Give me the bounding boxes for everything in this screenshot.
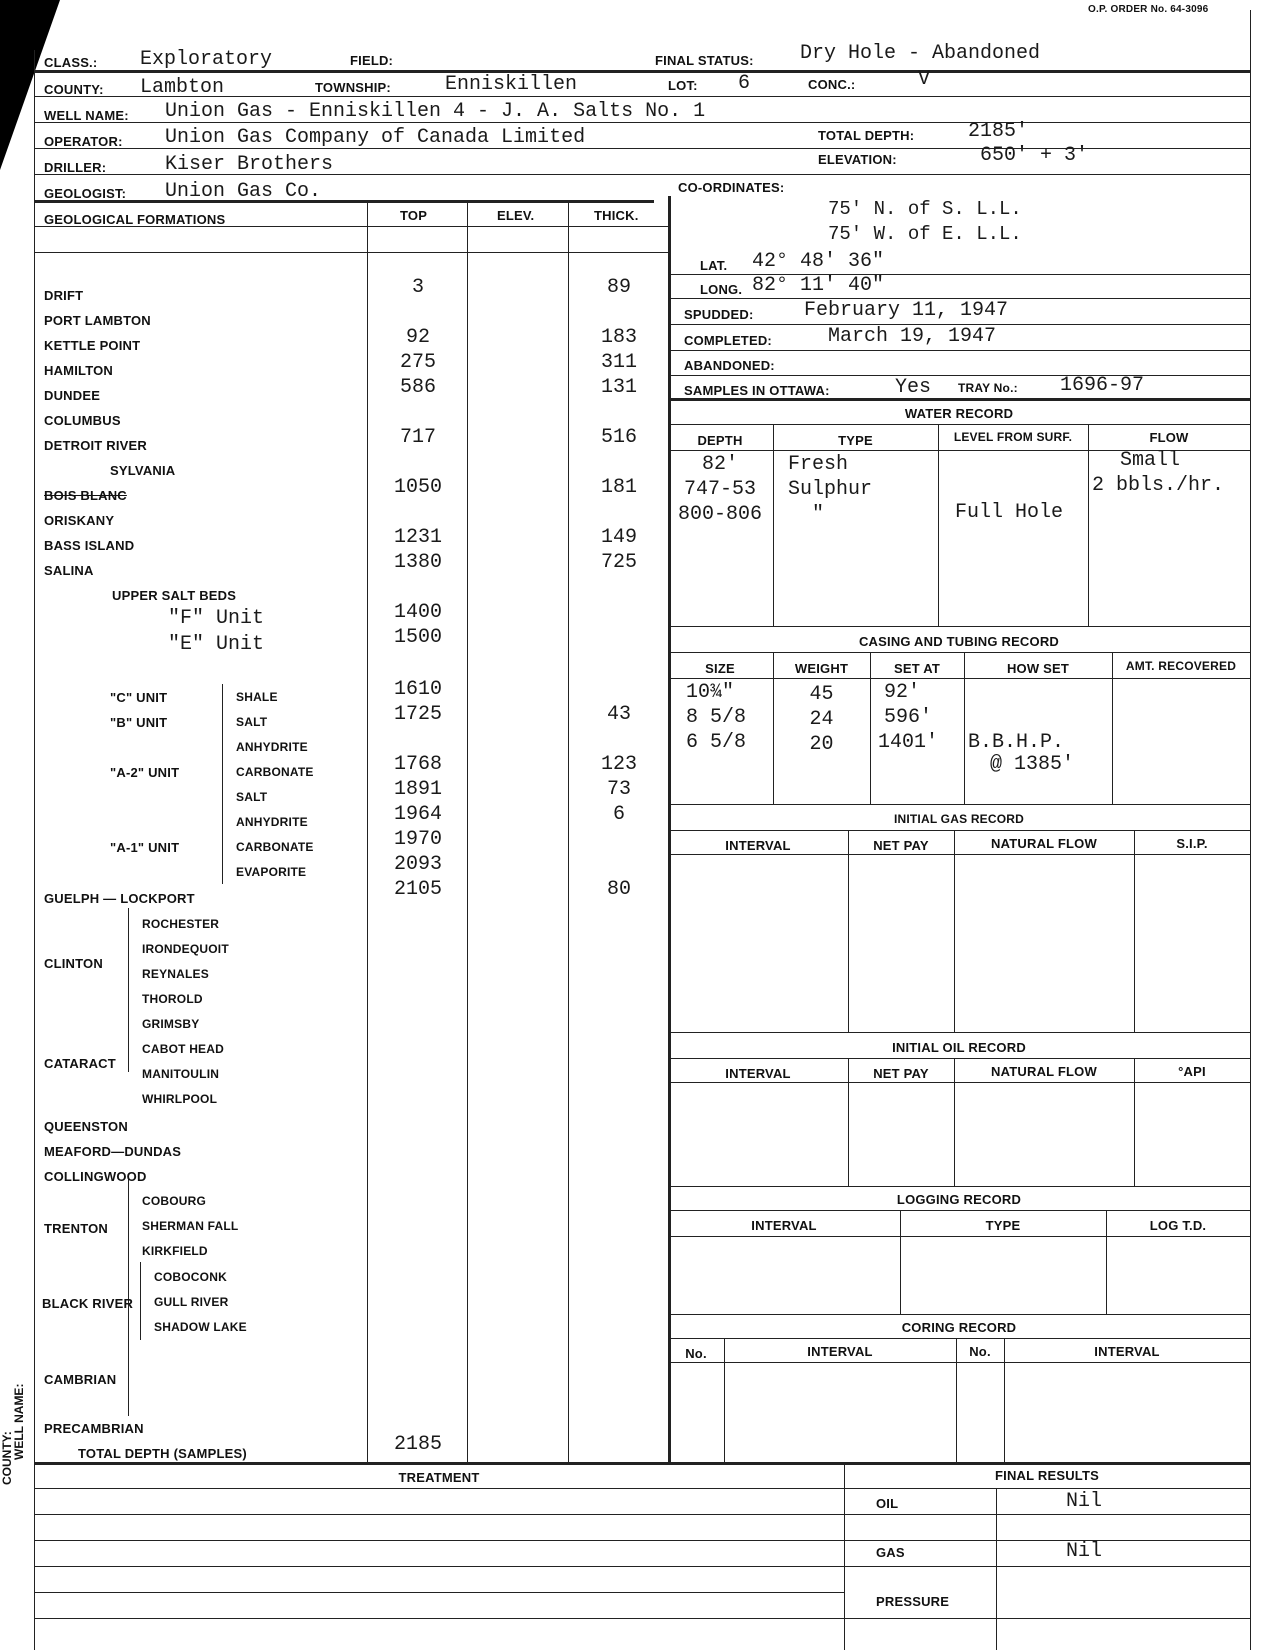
water-row2-type: Sulphur: [788, 478, 873, 501]
thorold-label: THOROLD: [142, 992, 203, 1006]
water-row1-type: Fresh: [788, 453, 849, 476]
spudded-label: SPUDDED:: [684, 307, 754, 322]
casing-size-header: SIZE: [705, 661, 735, 676]
col-divider: [1106, 1210, 1107, 1314]
reynales-label: REYNALES: [142, 967, 209, 981]
a2-salt: SALT: [236, 790, 268, 804]
detroit-river-top: 717: [399, 426, 436, 449]
a1-carbonate-top: 1970: [393, 828, 442, 851]
coring-no-header-1: No.: [685, 1346, 707, 1361]
rule: [668, 830, 1250, 831]
f-unit-label: "F" Unit: [168, 607, 265, 630]
col-divider: [724, 1338, 725, 1462]
columbus-label: COLUMBUS: [44, 413, 121, 428]
class-label: CLASS.:: [44, 55, 98, 70]
grimsby-label: GRIMSBY: [142, 1017, 200, 1031]
col-divider: [848, 1058, 849, 1186]
logging-interval-header: INTERVAL: [751, 1218, 817, 1233]
logging-record-title: LOGGING RECORD: [896, 1192, 1022, 1207]
final-gas-value: Nil: [1066, 1540, 1103, 1563]
driller-label: DRILLER:: [44, 160, 107, 175]
gull-river-label: GULL RIVER: [154, 1295, 229, 1309]
col-divider: [1134, 1058, 1135, 1186]
formations-header: GEOLOGICAL FORMATIONS: [44, 212, 226, 227]
drift-thick: 89: [606, 276, 631, 299]
col-divider: [222, 684, 223, 884]
lot-value: 6: [738, 72, 751, 95]
final-status-label: FINAL STATUS:: [655, 53, 754, 68]
water-row2-flow: 2 bbls./hr.: [1092, 474, 1225, 497]
a2-anhydrite-thick: 6: [612, 803, 625, 826]
long-value: 82° 11' 40": [752, 274, 885, 297]
oil-netpay-header: NET PAY: [873, 1066, 929, 1081]
b-unit-label: "B" UNIT: [110, 715, 168, 730]
rule: [668, 626, 1250, 627]
casing-row1-set: 92': [884, 681, 921, 704]
col-divider: [956, 1338, 957, 1462]
casing-row2-set: 596': [884, 706, 933, 729]
col-divider: [1134, 830, 1135, 1032]
oil-api-header: °API: [1178, 1064, 1206, 1079]
logging-td-header: LOG T.D.: [1149, 1218, 1207, 1233]
water-flow-header: FLOW: [1149, 430, 1189, 445]
long-label: LONG.: [700, 282, 743, 297]
completed-label: COMPLETED:: [684, 333, 772, 348]
coordinates-label: CO-ORDINATES:: [678, 180, 785, 195]
upper-salt-beds-label: UPPER SALT BEDS: [112, 588, 237, 603]
salina-thick: 725: [600, 551, 637, 574]
col-divider: [954, 830, 955, 1032]
rule: [668, 1186, 1250, 1187]
casing-row1-size: 10¾": [686, 681, 735, 704]
drift-label: DRIFT: [44, 288, 84, 303]
bass-island-thick: 149: [600, 526, 637, 549]
oriskany-label: ORISKANY: [44, 513, 115, 528]
samples-label: SAMPLES IN OTTAWA:: [684, 383, 830, 398]
b-unit-top: 1725: [393, 703, 442, 726]
casing-row3-weight: 20: [809, 733, 834, 756]
a2-anhydrite-top: 1964: [393, 803, 442, 826]
county-value: Lambton: [140, 76, 225, 99]
e-unit-label: "E" Unit: [168, 633, 265, 656]
total-depth-value: 2185': [968, 120, 1029, 143]
dundee-thick: 131: [600, 376, 637, 399]
well-name-value: Union Gas - Enniskillen 4 - J. A. Salts No. 1: [165, 100, 706, 123]
dundee-label: DUNDEE: [44, 388, 101, 403]
kettle-point-label: KETTLE POINT: [44, 338, 141, 353]
elevation-value: 650' + 3': [980, 144, 1089, 167]
bois-blanc-thick: 181: [600, 476, 637, 499]
rule: [668, 1058, 1250, 1059]
casing-row2-weight: 24: [809, 708, 834, 731]
final-pressure-label: PRESSURE: [876, 1594, 950, 1609]
lot-label: LOT:: [668, 78, 698, 93]
water-depth-header: DEPTH: [697, 433, 743, 448]
gas-record-title: INITIAL GAS RECORD: [893, 812, 1025, 826]
final-oil-value: Nil: [1066, 1490, 1103, 1513]
b-unit-thick: 43: [606, 703, 631, 726]
casing-row1-weight: 45: [809, 683, 834, 706]
cobourg-label: COBOURG: [142, 1194, 207, 1208]
rule: [668, 1236, 1250, 1237]
sherman-fall-label: SHERMAN FALL: [142, 1219, 239, 1233]
casing-set-at-header: SET AT: [894, 661, 940, 676]
a2-unit-label: "A-2" UNIT: [110, 765, 180, 780]
water-row3-level: Full Hole: [955, 501, 1064, 524]
treatment-title: TREATMENT: [398, 1470, 480, 1485]
water-record-title: WATER RECORD: [904, 406, 1014, 421]
water-row3-type: ": [812, 503, 825, 526]
water-row1-depth: 82': [701, 453, 738, 476]
completed-value: March 19, 1947: [828, 325, 997, 348]
hamilton-label: HAMILTON: [44, 363, 113, 378]
col-divider: [844, 1462, 845, 1650]
field-label: FIELD:: [350, 53, 394, 68]
frame-left: [34, 50, 35, 1650]
a2-carbonate-top: 1768: [393, 753, 442, 776]
total-depth-samples-label: TOTAL DEPTH (SAMPLES): [78, 1446, 247, 1461]
water-row2-depth: 747-53: [683, 478, 756, 501]
col-divider: [773, 424, 774, 626]
a1-evaporite-top: 2093: [393, 853, 442, 876]
final-results-title: FINAL RESULTS: [995, 1468, 1099, 1483]
rule: [34, 1540, 844, 1541]
a2-salt-top: 1891: [393, 778, 442, 801]
col-divider: [848, 830, 849, 1032]
rule: [34, 200, 654, 203]
precambrian-label: PRECAMBRIAN: [44, 1421, 144, 1436]
hamilton-thick: 311: [600, 351, 637, 374]
port-lambton-label: PORT LAMBTON: [44, 313, 151, 328]
col-divider: [996, 1488, 997, 1650]
gas-sip-header: S.I.P.: [1176, 836, 1208, 851]
rule: [844, 1514, 1250, 1515]
conc-value: V: [918, 68, 931, 91]
casing-weight-header: WEIGHT: [794, 661, 849, 676]
rule: [668, 1338, 1250, 1339]
rule: [844, 1540, 1250, 1541]
spudded-value: February 11, 1947: [804, 299, 1009, 322]
coordinate-line-1: 75' N. of S. L.L.: [828, 198, 1022, 220]
rule: [668, 678, 1250, 679]
oil-flow-header: NATURAL FLOW: [991, 1064, 1097, 1079]
queenston-label: QUEENSTON: [44, 1119, 128, 1134]
total-depth-label: TOTAL DEPTH:: [818, 128, 915, 143]
c-unit-top: 1610: [393, 678, 442, 701]
casing-row3-size: 6 5/8: [686, 731, 747, 754]
a2-salt-thick: 73: [606, 778, 631, 801]
rule: [668, 804, 1250, 805]
salina-top: 1380: [393, 551, 442, 574]
kettle-point-thick: 183: [600, 326, 637, 349]
gas-netpay-header: NET PAY: [873, 838, 929, 853]
elev-header: ELEV.: [497, 208, 535, 223]
water-type-header: TYPE: [838, 433, 873, 448]
well-name-label: WELL NAME:: [44, 108, 129, 123]
coring-interval-header-2: INTERVAL: [1094, 1344, 1160, 1359]
cambrian-label: CAMBRIAN: [44, 1372, 117, 1387]
rule: [34, 252, 668, 253]
geologist-label: GEOLOGIST:: [44, 186, 127, 201]
kettle-point-top: 92: [405, 326, 430, 349]
rule: [668, 854, 1250, 855]
class-value: Exploratory: [140, 48, 273, 71]
water-row3-depth: 800-806: [677, 503, 762, 526]
b-unit-anhydrite: ANHYDRITE: [236, 740, 308, 754]
frame-right: [1250, 10, 1251, 1650]
bois-blanc-top: 1050: [393, 476, 442, 499]
coring-record-title: CORING RECORD: [901, 1320, 1017, 1335]
coboconk-label: COBOCONK: [154, 1270, 227, 1284]
rule: [34, 1618, 1250, 1619]
rule: [668, 375, 1250, 376]
c-unit-label: "C" UNIT: [110, 690, 168, 705]
c-unit-shale: SHALE: [236, 690, 278, 704]
coring-no-header-2: No.: [969, 1344, 991, 1359]
a2-carbonate: CARBONATE: [236, 765, 314, 779]
cabot-head-label: CABOT HEAD: [142, 1042, 224, 1056]
rule: [668, 274, 1250, 275]
rule: [34, 1462, 1250, 1465]
salina-label: SALINA: [44, 563, 94, 578]
rule: [34, 1592, 844, 1593]
margin-county-label: COUNTY:: [0, 1431, 14, 1485]
oil-interval-header: INTERVAL: [725, 1066, 791, 1081]
final-status-value: Dry Hole - Abandoned: [800, 42, 1041, 65]
rule: [34, 226, 668, 227]
rule: [668, 1032, 1250, 1033]
detroit-river-thick: 516: [600, 426, 637, 449]
final-gas-label: GAS: [876, 1545, 905, 1560]
margin-well-name-label: WELL NAME:: [12, 1383, 26, 1460]
col-divider: [870, 652, 871, 804]
kirkfield-label: KIRKFIELD: [142, 1244, 208, 1258]
water-level-header: LEVEL FROM SURF.: [953, 430, 1073, 444]
a1-carbonate: CARBONATE: [236, 840, 314, 854]
bass-island-label: BASS ISLAND: [44, 538, 135, 553]
casing-row3-set: 1401': [878, 731, 939, 754]
coordinate-line-2: 75' W. of E. L.L.: [828, 223, 1022, 245]
logging-type-header: TYPE: [985, 1218, 1021, 1233]
operator-label: OPERATOR:: [44, 134, 123, 149]
rule: [668, 1362, 1250, 1363]
order-number: O.P. ORDER No. 64-3096: [1088, 4, 1209, 15]
lat-label: LAT.: [700, 258, 728, 273]
operator-value: Union Gas Company of Canada Limited: [165, 126, 586, 149]
casing-row4-how-set: @ 1385': [990, 753, 1075, 776]
tray-label: TRAY No.:: [958, 381, 1018, 395]
trenton-label: TRENTON: [44, 1221, 108, 1236]
rule: [34, 1514, 844, 1515]
col-divider: [1088, 424, 1089, 626]
samples-value: Yes: [895, 376, 932, 399]
f-unit-top: 1400: [393, 601, 442, 624]
a1-evaporite: EVAPORITE: [236, 865, 307, 879]
casing-row2-size: 8 5/8: [686, 706, 747, 729]
sylvania-label: SYLVANIA: [110, 463, 176, 478]
elevation-label: ELEVATION:: [818, 152, 897, 167]
gas-interval-header: INTERVAL: [725, 838, 791, 853]
geologist-value: Union Gas Co.: [165, 180, 322, 203]
cataract-label: CATARACT: [44, 1056, 116, 1071]
col-divider: [1112, 652, 1113, 804]
casing-row3-how-set: B.B.H.P.: [968, 731, 1065, 754]
guelph-top: 2105: [393, 878, 442, 901]
col-divider: [128, 908, 129, 1072]
thick-header: THICK.: [594, 208, 639, 223]
rule: [668, 652, 1250, 653]
township-value: Enniskillen: [445, 73, 578, 96]
bass-island-top: 1231: [393, 526, 442, 549]
abandoned-label: ABANDONED:: [684, 358, 775, 373]
meaford-label: MEAFORD—DUNDAS: [44, 1144, 182, 1159]
top-header: TOP: [400, 208, 428, 223]
bois-blanc-label: BOIS BLANC: [44, 488, 127, 503]
rule: [34, 1488, 1250, 1489]
collingwood-label: COLLINGWOOD: [44, 1169, 147, 1184]
col-divider: [954, 1058, 955, 1186]
guelph-label: GUELPH — LOCKPORT: [44, 891, 195, 906]
casing-record-title: CASING AND TUBING RECORD: [858, 634, 1060, 649]
e-unit-top: 1500: [393, 626, 442, 649]
water-row1-flow: Small: [1120, 449, 1181, 472]
lat-value: 42° 48' 36": [752, 250, 885, 273]
b-unit-salt: SALT: [236, 715, 268, 729]
rule: [668, 424, 1250, 425]
coring-interval-header-1: INTERVAL: [807, 1344, 873, 1359]
casing-amt-header: AMT. RECOVERED: [1125, 659, 1237, 673]
county-label: COUNTY:: [44, 82, 104, 97]
manitoulin-label: MANITOULIN: [142, 1067, 220, 1081]
rule: [668, 1314, 1250, 1315]
guelph-thick: 80: [606, 878, 631, 901]
rule: [668, 1210, 1250, 1211]
conc-label: CONC.:: [808, 77, 856, 92]
a2-carbonate-thick: 123: [600, 753, 637, 776]
hamilton-top: 275: [399, 351, 436, 374]
final-oil-label: OIL: [876, 1496, 899, 1511]
rule: [668, 1082, 1250, 1083]
col-divider: [964, 652, 965, 804]
detroit-river-label: DETROIT RIVER: [44, 438, 147, 453]
rule: [34, 1566, 1250, 1567]
a2-anhydrite: ANHYDRITE: [236, 815, 308, 829]
black-river-label: BLACK RIVER: [42, 1296, 134, 1311]
township-label: TOWNSHIP:: [315, 80, 391, 95]
dundee-top: 586: [399, 376, 436, 399]
gas-flow-header: NATURAL FLOW: [991, 836, 1097, 851]
irondequoit-label: IRONDEQUOIT: [142, 942, 229, 956]
a1-unit-label: "A-1" UNIT: [110, 840, 180, 855]
driller-value: Kiser Brothers: [165, 153, 334, 176]
col-divider: [900, 1210, 901, 1314]
rule: [668, 398, 1250, 401]
total-depth-top: 2185: [393, 1433, 442, 1456]
col-divider: [140, 1262, 141, 1340]
oil-record-title: INITIAL OIL RECORD: [892, 1040, 1026, 1055]
col-divider: [938, 424, 939, 626]
rochester-label: ROCHESTER: [142, 917, 220, 931]
clinton-label: CLINTON: [44, 956, 103, 971]
rule: [668, 350, 1250, 351]
shadow-lake-label: SHADOW LAKE: [154, 1320, 247, 1334]
col-divider: [1004, 1338, 1005, 1462]
drift-top: 3: [411, 276, 424, 299]
tray-value: 1696-97: [1060, 374, 1145, 397]
casing-how-set-header: HOW SET: [1006, 661, 1070, 676]
whirlpool-label: WHIRLPOOL: [142, 1092, 218, 1106]
